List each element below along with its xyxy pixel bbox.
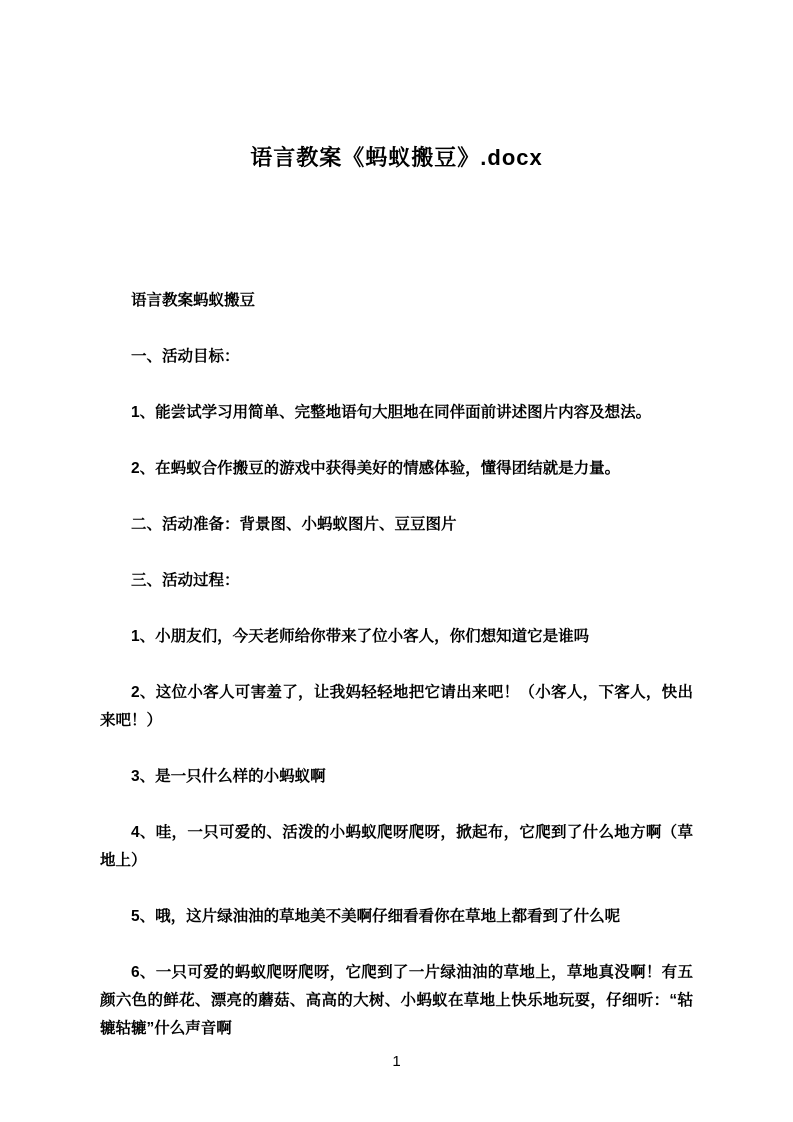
paragraph: 二、活动准备：背景图、小蚂蚁图片、豆豆图片 bbox=[131, 516, 457, 533]
paragraph: 5、哦，这片绿油油的草地美不美啊仔细看看你在草地上都看到了什么呢 bbox=[131, 908, 621, 925]
paragraph: 1、小朋友们，今天老师给你带来了位小客人，你们想知道它是谁吗 bbox=[131, 628, 590, 645]
paragraph: 三、活动过程： bbox=[131, 572, 240, 589]
paragraph: 3、是一只什么样的小蚂蚁啊 bbox=[131, 768, 326, 785]
document-title: 语言教案《蚂蚁搬豆》.docx bbox=[250, 145, 543, 170]
paragraph: 4、哇，一只可爱的、活泼的小蚂蚁爬呀爬呀，掀起布，它爬到了什么地方啊（草地上） bbox=[100, 824, 693, 869]
document-body bbox=[100, 287, 693, 1043]
paragraph: 一、活动目标： bbox=[131, 348, 240, 365]
paragraph: 2、这位小客人可害羞了，让我妈轻轻地把它请出来吧！（小客人，下客人，快出来吧！） bbox=[100, 684, 693, 729]
paragraph: 1、能尝试学习用简单、完整地语句大胆地在同伴面前讲述图片内容及想法。 bbox=[131, 404, 652, 421]
paragraph: 2、在蚂蚁合作搬豆的游戏中获得美好的情感体验，懂得团结就是力量。 bbox=[131, 460, 621, 477]
page-number: 1 bbox=[392, 1053, 401, 1070]
paragraph: 语言教案蚂蚁搬豆 bbox=[131, 292, 256, 309]
paragraph: 6、一只可爱的蚂蚁爬呀爬呀，它爬到了一片绿油油的草地上，草地真没啊！有五颜六色的鲜花、漂亮的蘑菇、高高的大树、小蚂蚁在草地上快乐地玩耍，仔细听：“轱辘轱辘”什么声音啊 bbox=[100, 964, 693, 1037]
